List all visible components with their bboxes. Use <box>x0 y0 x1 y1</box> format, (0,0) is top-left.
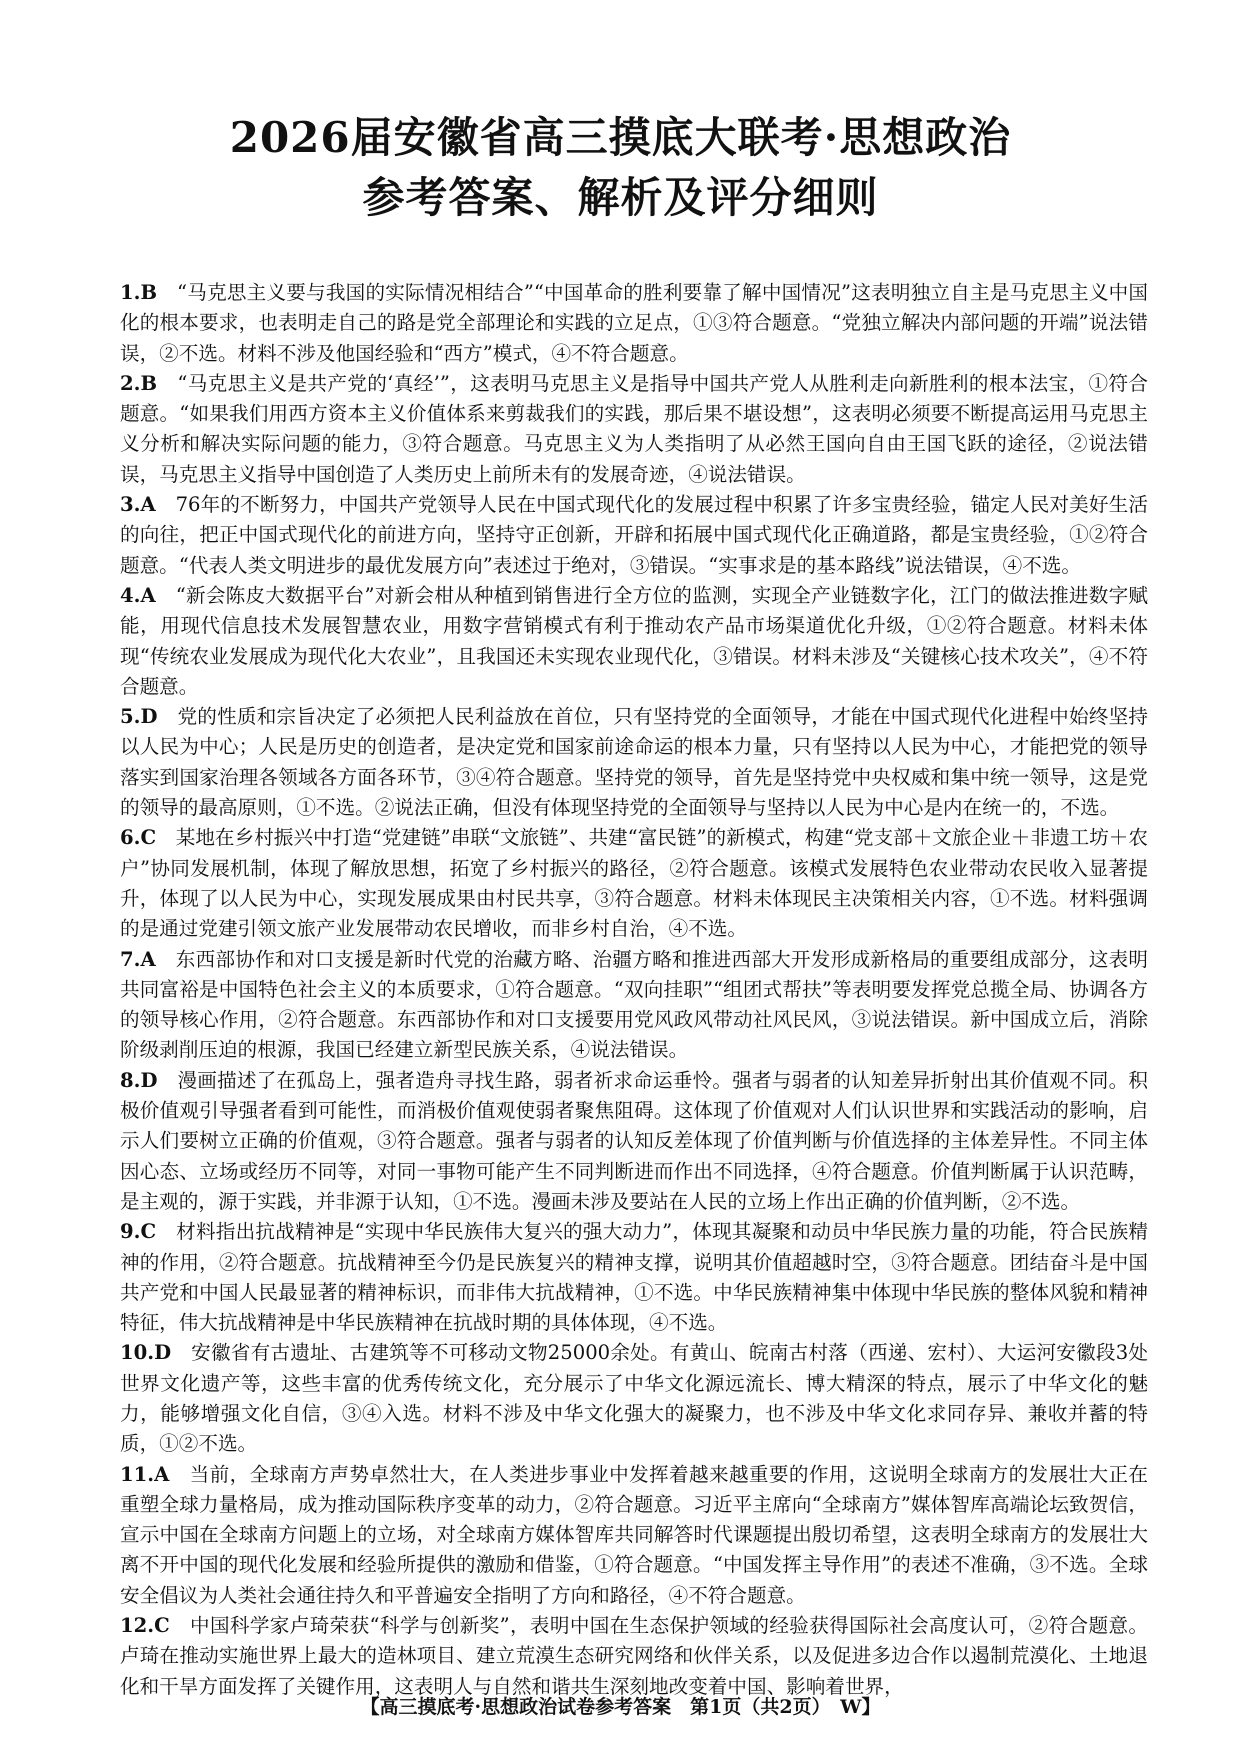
answer-explanation: 党的性质和宗旨决定了必须把人民利益放在首位，只有坚持党的全面领导，才能在中国式现代化进程中始终坚持以人民为中心；人民是历史的创造者，是决定党和国家前途命运的根本力量，只有坚持以人民为中心，才能把党的领导落实到国家治理各领域各方面各环节，③④符合题意。坚持党的领导，首先是坚持党中央权威和集中统一领导，这是党的领导的最高原则，①不选。②说法正确，但没有体现坚持党的全面领导与坚持以人民为中心是内在统一的，不选。 <box>120 705 1149 820</box>
answer-explanation: 安徽省有古遗址、古建筑等不可移动文物25000余处。有黄山、皖南古村落（西递、宏村）、大运河安徽段3处世界文化遗产等，这些丰富的优秀传统文化，充分展示了中华文化源远流长、博大精深的特点，展示了中华文化的魅力，能够增强文化自信，③④入选。材料不涉及中华文化强大的凝聚力，也不涉及中华文化求同存异、兼收并蓄的特质，①②不选。 <box>120 1341 1149 1456</box>
answer-item-3 <box>98 490 1148 581</box>
answer-item-12 <box>98 1611 1148 1702</box>
answer-item-5 <box>98 702 1148 823</box>
answer-number: 8.D <box>120 1068 158 1092</box>
answer-list <box>98 278 1148 1702</box>
answer-number: 12.C <box>120 1614 170 1638</box>
answer-item-1 <box>98 278 1148 369</box>
answer-item-11 <box>98 1460 1148 1611</box>
page-subtitle: 参考答案、解析及评分细则 <box>362 173 879 222</box>
answer-explanation: “马克思主义要与我国的实际情况相结合”“中国革命的胜利要靠了解中国情况”这表明独立自主是马克思主义中国化的根本要求，也表明走自己的路是党全部理论和实践的立足点，①③符合题意。“党独立解决内部问题的开端”说法错误，②不选。材料不涉及他国经验和“西方”模式，④不符合题意。 <box>120 281 1149 365</box>
answer-number: 9.C <box>120 1220 157 1244</box>
answer-item-6 <box>98 823 1148 944</box>
answer-explanation: 中国科学家卢琦荣获“科学与创新奖”，表明中国在生态保护领域的经验获得国际社会高度认可，②符合题意。卢琦在推动实施世界上最大的造林项目、建立荒漠生态研究网络和伙伴关系，以及促进多边合作以遏制荒漠化、土地退化和干旱方面发挥了关键作用，这表明人与自然和谐共生深刻地改变着中国、影响着世界， <box>120 1614 1148 1698</box>
answer-item-10 <box>98 1338 1148 1459</box>
answer-item-4 <box>98 581 1148 702</box>
answer-explanation: 当前，全球南方声势卓然壮大，在人类进步事业中发挥着越来越重要的作用，这说明全球南方的发展壮大正在重塑全球力量格局，成为推动国际秩序变革的动力，②符合题意。习近平主席向“全球南方”媒体智库高端论坛致贺信，宣示中国在全球南方问题上的立场，对全球南方媒体智库共同解答时代课题提出殷切希望，这表明全球南方的发展壮大离不开中国的现代化发展和经验所提供的激励和借鉴，①符合题意。“中国发挥主导作用”的表述不准确，③不选。全球安全倡议为人类社会通往持久和平普遍安全指明了方向和路径，④不符合题意。 <box>120 1462 1149 1607</box>
answer-explanation: 东西部协作和对口支援是新时代党的治藏方略、治疆方略和推进西部大开发形成新格局的重要组成部分，这表明共同富裕是中国特色社会主义的本质要求，①符合题意。“双向挂职”“组团式帮扶”等表明要发挥党总揽全局、协调各方的领导核心作用，②符合题意。东西部协作和对口支援要用党风政风带动社风民风，③说法错误。新中国成立后，消除阶级剥削压迫的根源，我国已经建立新型民族关系，④说法错误。 <box>120 947 1149 1062</box>
answer-number: 5.D <box>120 705 158 729</box>
answer-explanation: “马克思主义是共产党的‘真经’”，这表明马克思主义是指导中国共产党人从胜利走向新胜利的根本法宝，①符合题意。“如果我们用西方资本主义价值体系来剪裁我们的实践，那后果不堪设想”，这表明必须要不断提高运用马克思主义分析和解决实际问题的能力，③符合题意。马克思主义为人类指明了从必然王国向自由王国飞跃的途径，②说法错误，马克思主义指导中国创造了人类历史上前所未有的发展奇迹，④说法错误。 <box>120 371 1149 486</box>
page-footer: 【高三摸底考·思想政治试卷参考答案 第1页（共2页） W】 <box>360 1696 881 1718</box>
answer-number: 6.C <box>120 826 157 850</box>
answer-item-9 <box>98 1217 1148 1338</box>
answer-explanation: 漫画描述了在孤岛上，强者造舟寻找生路，弱者祈求命运垂怜。强者与弱者的认知差异折射出其价值观不同。积极价值观引导强者看到可能性，而消极价值观使弱者聚焦阻碍。这体现了价值观对人们认识世界和实践活动的影响，启示人们要树立正确的价值观，③符合题意。强者与弱者的认知反差体现了价值判断与价值选择的主体差异性。不同主体因心态、立场或经历不同等，对同一事物可能产生不同判断进而作出不同选择，④符合题意。价值判断属于认识范畴，是主观的，源于实践，并非源于认知，①不选。漫画未涉及要站在人民的立场上作出正确的价值判断，②不选。 <box>120 1068 1149 1213</box>
answer-item-7 <box>98 945 1148 1066</box>
answer-explanation: 材料指出抗战精神是“实现中华民族伟大复兴的强大动力”，体现其凝聚和动员中华民族力量的功能，符合民族精神的作用，②符合题意。抗战精神至今仍是民族复兴的精神支撑，说明其价值超越时空，③符合题意。团结奋斗是中国共产党和中国人民最显著的精神标识，而非伟大抗战精神，①不选。中华民族精神集中体现中华民族的整体风貌和精神特征，伟大抗战精神是中华民族精神在抗战时期的具体体现，④不选。 <box>120 1220 1148 1335</box>
answer-number: 7.A <box>120 947 156 971</box>
answer-number: 10.D <box>120 1341 172 1365</box>
answer-explanation: 76年的不断努力，中国共产党领导人民在中国式现代化的发展过程中积累了许多宝贵经验，锚定人民对美好生活的向往，把正中国式现代化的前进方向，坚持守正创新，开辟和拓展中国式现代化正确道路，都是宝贵经验，①②符合题意。“代表人类文明进步的最优发展方向”表述过于绝对，③错误。“实事求是的基本路线”说法错误，④不选。 <box>120 493 1148 577</box>
answer-explanation: “新会陈皮大数据平台”对新会柑从种植到销售进行全方位的监测，实现全产业链数字化，江门的做法推进数字赋能，用现代信息技术发展智慧农业，用数字营销模式有利于推动农产品市场渠道优化升级，①②符合题意。材料未体现“传统农业发展成为现代化大农业”，且我国还未实现农业现代化，③错误。材料未涉及“关键核心技术攻关”，④不符合题意。 <box>120 583 1148 698</box>
page-title: 2026届安徽省高三摸底大联考·思想政治 <box>229 113 1012 162</box>
answer-number: 1.B <box>120 281 158 304</box>
answer-item-2 <box>98 369 1148 490</box>
answer-explanation: 某地在乡村振兴中打造“党建链”串联“文旅链”、共建“富民链”的新模式，构建“党支部＋文旅企业＋非遗工坊＋农户”协同发展机制，体现了解放思想，拓宽了乡村振兴的路径，②符合题意。该模式发展特色农业带动农民收入显著提升，体现了以人民为中心，实现发展成果由村民共享，③符合题意。材料未体现民主决策相关内容，①不选。材料强调的是通过党建引领文旅产业发展带动农民增收，而非乡村自治，④不选。 <box>120 826 1149 941</box>
answer-number: 11.A <box>120 1462 170 1486</box>
answer-item-8 <box>98 1066 1148 1217</box>
answer-number: 2.B <box>120 371 158 395</box>
answer-number: 4.A <box>120 583 156 607</box>
answer-number: 3.A <box>120 493 156 517</box>
